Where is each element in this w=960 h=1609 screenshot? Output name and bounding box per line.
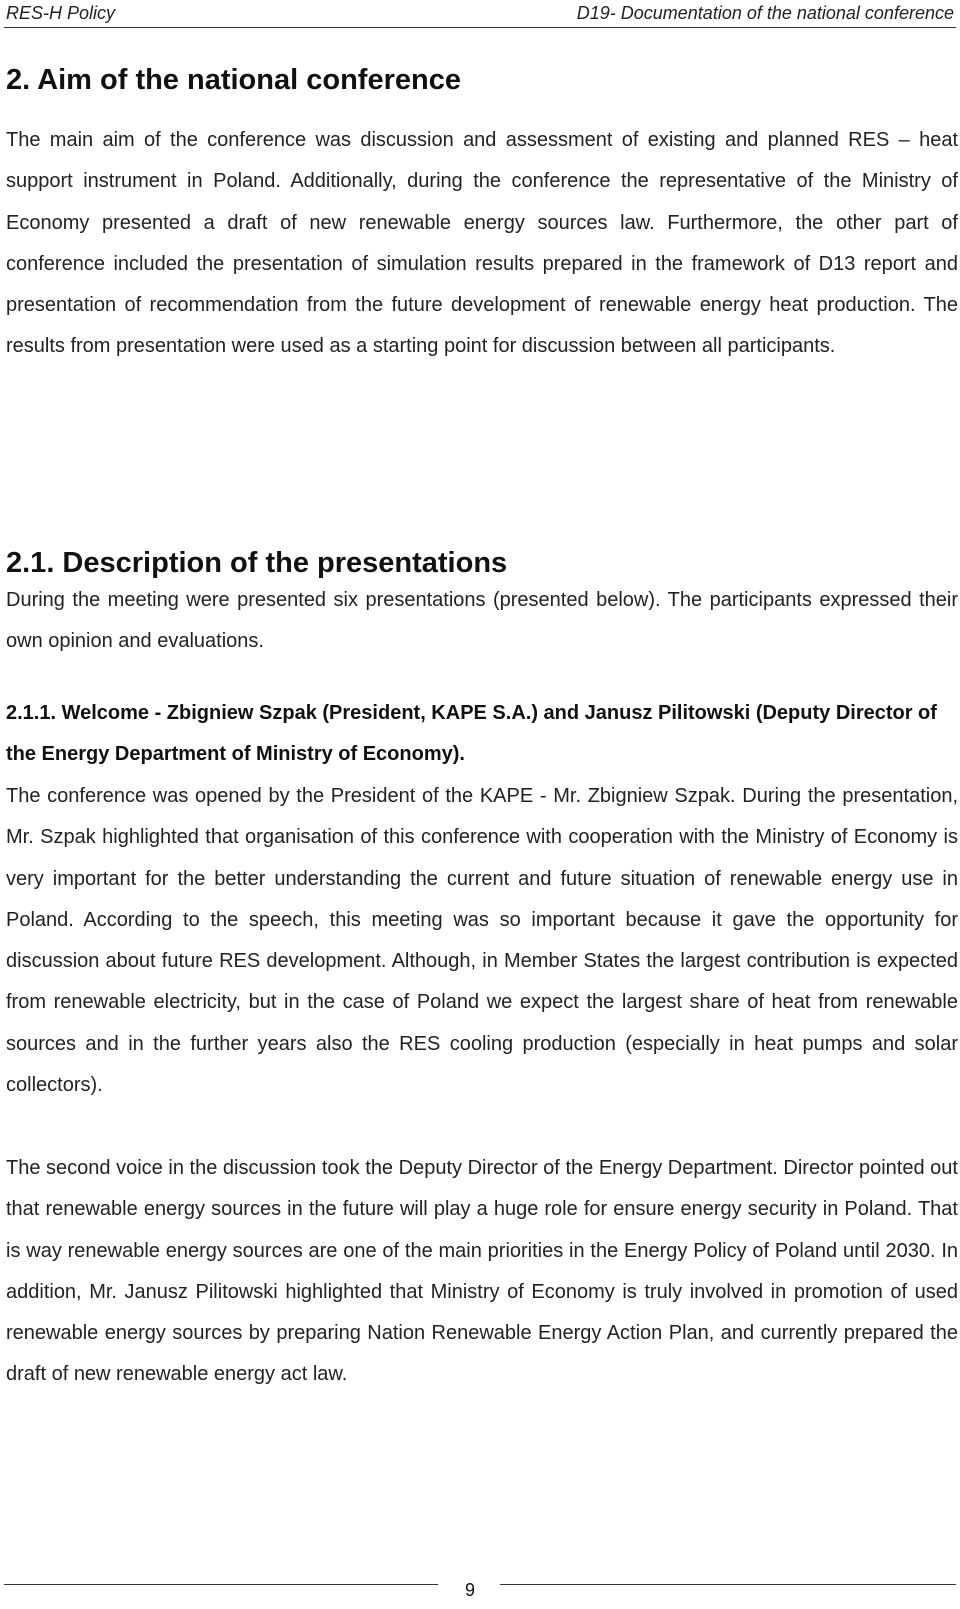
section-2-1-paragraph: During the meeting were presented six presentations (presented below). The participants expressed their own opinion and evaluations. (6, 589, 958, 653)
running-header (6, 0, 954, 26)
section-2-heading: 2. Aim of the national conference (6, 64, 461, 96)
section-2-1-1-heading: 2.1.1. Welcome - Zbigniew Szpak (President, KAPE S.A.) and Janusz Pilitowski (Deputy Director of the Energy Department of Ministry of Economy). (6, 702, 937, 765)
header-left-title: RES-H Policy (6, 2, 116, 23)
footer-rule-right (500, 1584, 956, 1585)
section-2-paragraph: The main aim of the conference was discussion and assessment of existing and planned RES – heat support instrument in Poland. Additionally, during the conference the representative of the Ministry of Economy presented a draft of new renewable energy sources law. Furthermore, the other part of conference included the presentation of simulation results prepared in the framework of D13 report and presentation of recommendation from the future development of renewable energy heat production. The results from presentation were used as a starting point for discussion between all participants. (6, 129, 958, 358)
footer-rule-left (4, 1584, 438, 1585)
section-2-1-1-paragraph-2: The second voice in the discussion took the Deputy Director of the Energy Department. Director pointed out that renewable energy sources in the future will play a huge role for ensure energy security in Poland. That is way renewable energy sources are one of the main priorities in the Energy Policy of Poland until 2030. In addition, Mr. Janusz Pilitowski highlighted that Ministry of Economy is truly involved in promotion of used renewable energy sources by preparing Nation Renewable Energy Action Plan, and currently prepared the draft of new renewable energy act law. (6, 1157, 958, 1386)
page-number: 9 (464, 1580, 475, 1600)
header-rule (4, 27, 956, 28)
section-2-1-heading: 2.1. Description of the presentations (6, 547, 508, 579)
header-right-title: D19- Documentation of the national conference (576, 2, 954, 23)
section-2-1-1-paragraph-1: The conference was opened by the President of the KAPE - Mr. Zbigniew Szpak. During the presentation, Mr. Szpak highlighted that organisation of this conference with cooperation with the Ministry of Economy is very important for the better understanding the current and future situation of renewable energy use in Poland. According to the speech, this meeting was so important because it gave the opportunity for discussion about future RES development. Although, in Member States the largest contribution is expected from renewable electricity, but in the case of Poland we expect the largest share of heat from renewable sources and in the further years also the RES cooling production (especially in heat pumps and solar collectors). (6, 785, 958, 1097)
